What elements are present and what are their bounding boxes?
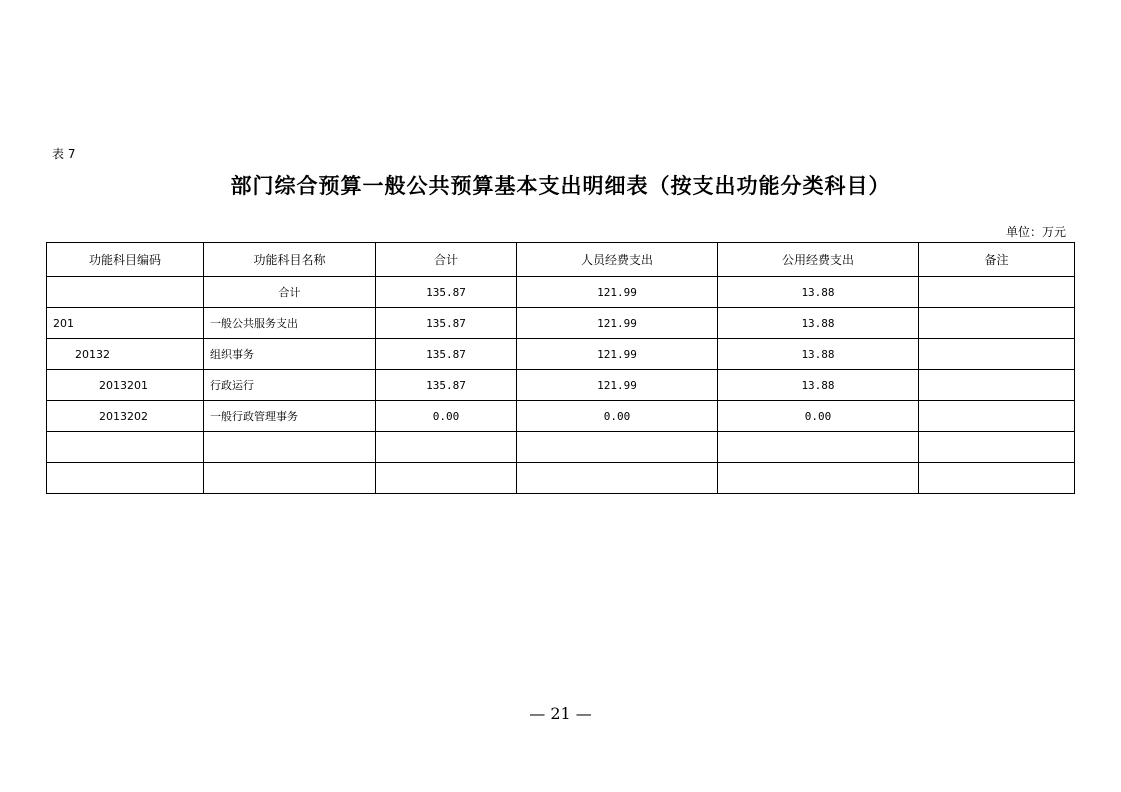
cell-total <box>376 432 517 463</box>
column-header-code: 功能科目编码 <box>47 243 204 277</box>
cell-total: 0.00 <box>376 401 517 432</box>
column-header-total: 合计 <box>376 243 517 277</box>
column-header-name: 功能科目名称 <box>204 243 376 277</box>
cell-public: 13.88 <box>718 339 919 370</box>
cell-name: 合计 <box>204 277 376 308</box>
column-header-personnel: 人员经费支出 <box>517 243 718 277</box>
cell-public <box>718 432 919 463</box>
cell-name <box>204 432 376 463</box>
cell-code: 20132 <box>47 339 204 370</box>
table-header-row <box>47 243 1075 277</box>
page-number: — 21 — <box>529 704 592 723</box>
cell-name: 组织事务 <box>204 339 376 370</box>
table-row <box>47 308 1075 339</box>
cell-public: 13.88 <box>718 370 919 401</box>
cell-code: 201 <box>47 308 204 339</box>
cell-code <box>47 463 204 494</box>
cell-public: 13.88 <box>718 308 919 339</box>
cell-personnel <box>517 432 718 463</box>
table-row-empty <box>47 463 1075 494</box>
table-row <box>47 339 1075 370</box>
cell-public: 13.88 <box>718 277 919 308</box>
expenditure-table <box>46 242 1075 494</box>
unit-label: 单位：万元 <box>1005 225 1066 239</box>
column-header-public: 公用经费支出 <box>718 243 919 277</box>
cell-note <box>919 339 1075 370</box>
cell-code <box>47 277 204 308</box>
cell-code <box>47 432 204 463</box>
cell-name: 行政运行 <box>204 370 376 401</box>
cell-public: 0.00 <box>718 401 919 432</box>
cell-total: 135.87 <box>376 370 517 401</box>
cell-total: 135.87 <box>376 308 517 339</box>
cell-total: 135.87 <box>376 277 517 308</box>
document-title: 部门综合预算一般公共预算基本支出明细表（按支出功能分类科目） <box>230 173 891 198</box>
cell-total: 135.87 <box>376 339 517 370</box>
cell-name: 一般公共服务支出 <box>204 308 376 339</box>
cell-note <box>919 432 1075 463</box>
cell-note <box>919 463 1075 494</box>
cell-personnel: 121.99 <box>517 339 718 370</box>
table-label: 表 7 <box>52 147 76 161</box>
cell-note <box>919 401 1075 432</box>
cell-personnel: 121.99 <box>517 370 718 401</box>
cell-note <box>919 370 1075 401</box>
column-header-note: 备注 <box>919 243 1075 277</box>
table-row <box>47 370 1075 401</box>
cell-name <box>204 463 376 494</box>
table-row-empty <box>47 432 1075 463</box>
cell-note <box>919 308 1075 339</box>
cell-personnel: 0.00 <box>517 401 718 432</box>
table-row-total <box>47 277 1075 308</box>
cell-total <box>376 463 517 494</box>
cell-code: 2013201 <box>47 370 204 401</box>
cell-note <box>919 277 1075 308</box>
cell-code: 2013202 <box>47 401 204 432</box>
cell-name: 一般行政管理事务 <box>204 401 376 432</box>
cell-personnel: 121.99 <box>517 308 718 339</box>
cell-public <box>718 463 919 494</box>
cell-personnel: 121.99 <box>517 277 718 308</box>
cell-personnel <box>517 463 718 494</box>
table-row <box>47 401 1075 432</box>
